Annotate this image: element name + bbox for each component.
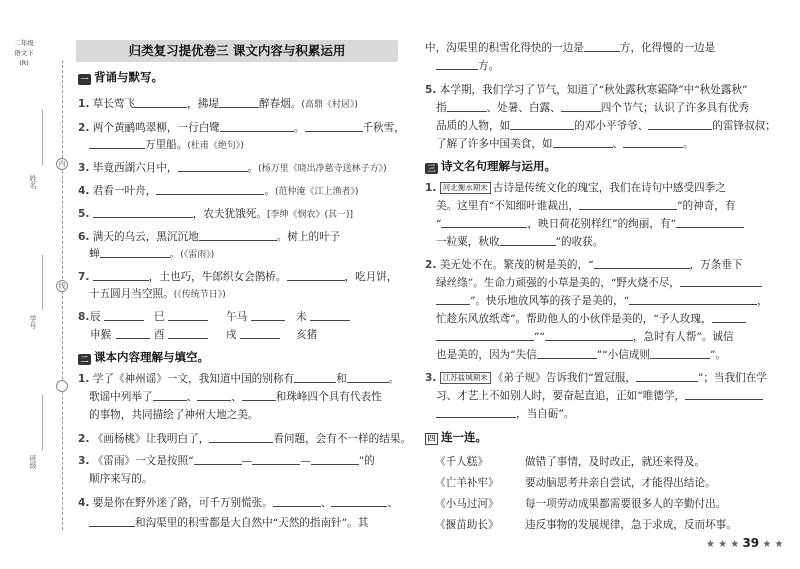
- answer-blank[interactable]: [242, 390, 276, 401]
- question-number: 3.: [78, 162, 90, 174]
- source-note: (《雷雨》): [180, 250, 215, 260]
- text: 《雷雨》一文是按照“: [92, 455, 194, 467]
- answer-blank[interactable]: [676, 217, 744, 228]
- text: 看问题，会有不一样的结果。: [273, 433, 412, 445]
- text: 也是美的，因为“失信: [436, 349, 537, 361]
- question-line: [78, 121, 405, 135]
- question-line: [436, 276, 762, 290]
- text: ，万条垂下: [689, 259, 743, 271]
- question-line: [89, 247, 214, 262]
- answer-blank[interactable]: [510, 119, 574, 130]
- question-line: [436, 137, 694, 151]
- text: ”。快乐地放风筝的孩子是美的，“: [470, 295, 630, 307]
- binding-hole: [56, 380, 68, 392]
- text: 四个节气；认识了许多具有优秀: [600, 102, 750, 114]
- answer-blank[interactable]: [347, 372, 389, 383]
- answer-blank[interactable]: [680, 276, 762, 287]
- answer-blank[interactable]: [436, 330, 534, 341]
- id-label: 学号: [29, 315, 37, 329]
- text: 古诗是传统文化的瑰宝，我们在诗句中感受四季之: [492, 182, 726, 194]
- question-line: [436, 59, 499, 73]
- question-number: 1.: [78, 98, 90, 110]
- question-number: 1.: [78, 373, 90, 385]
- section-title: 背诵与默写。: [94, 70, 163, 84]
- text: 满天的乌云，黑沉沉地: [92, 231, 199, 243]
- answer-blank[interactable]: [156, 184, 264, 195]
- page-number: [706, 536, 783, 550]
- question-line: [78, 432, 411, 446]
- source-note: [李绅《悯农》(其一)]: [266, 210, 353, 220]
- text: 和珠峰四个具有代表性: [275, 391, 382, 403]
- question-number: 4.: [78, 497, 90, 509]
- answer-blank[interactable]: [89, 516, 135, 527]
- question-number: 2.: [78, 433, 90, 445]
- answer-blank[interactable]: [436, 407, 516, 418]
- question-line: [436, 407, 574, 421]
- answer-blank[interactable]: [553, 137, 613, 148]
- section-heading: [78, 350, 209, 365]
- text: 学了《神州谣》一文，我知道中国的别称有: [92, 373, 295, 385]
- answer-blank[interactable]: [537, 348, 597, 359]
- text: 毕竟西湖六月中，: [92, 162, 178, 174]
- question-line: [425, 371, 767, 385]
- text: 蝉: [89, 248, 100, 260]
- text: ，农夫犹饿死。: [192, 208, 267, 220]
- text: ”的神奇，有: [677, 200, 736, 212]
- grade-box: [4, 38, 44, 68]
- text: 绿丝绦”。生命力顽强的小草是美的，“野火烧不尽，: [436, 277, 680, 289]
- question-line: [78, 496, 398, 510]
- question-line: [436, 389, 763, 403]
- question-line: [89, 408, 259, 422]
- question-line: [425, 181, 726, 195]
- section-heading: [425, 430, 487, 445]
- answer-blank[interactable]: [500, 235, 556, 246]
- text: 习、才艺上不如别人时，要奋起直追，正如“唯德学，: [436, 390, 686, 402]
- source-note: (杜甫《绝句》): [187, 141, 244, 151]
- answer-blank[interactable]: [178, 161, 248, 172]
- name-line: [42, 110, 43, 165]
- text: 君看一叶舟，: [92, 185, 157, 197]
- text: 、处暑、白露、: [486, 102, 561, 114]
- question-line: [78, 454, 375, 468]
- match-left-item[interactable]: 《千人糕》: [435, 456, 488, 468]
- text: 草长莺飞: [92, 98, 136, 110]
- answer-blank[interactable]: [636, 371, 698, 382]
- text: 和沟渠里的积雪都是大自然中“天然的指南针”。其: [135, 517, 369, 529]
- text: 、: [231, 391, 242, 403]
- question-line: [89, 138, 244, 153]
- question-line: [436, 294, 768, 308]
- answer-blank[interactable]: [623, 137, 683, 148]
- text: 。: [247, 162, 259, 174]
- answer-blank[interactable]: [220, 121, 294, 132]
- text: 要是你在野外迷了路，可千万别慌张。: [92, 497, 273, 509]
- text: 十五圆月当空照。: [89, 288, 174, 300]
- question-number: 1.: [425, 182, 437, 194]
- answer-blank[interactable]: [252, 454, 300, 465]
- source-note: (《传统节日》): [173, 290, 226, 300]
- zodiac-cell: 酉: [154, 329, 165, 341]
- text: ”的收获。: [555, 236, 604, 248]
- question-line: [436, 101, 749, 115]
- page-number-value: 39: [742, 536, 760, 550]
- grade-line: (R): [19, 59, 29, 67]
- text: 。树上的叶子: [276, 231, 341, 243]
- text: 的事物，共同描绘了神州大地之美。: [89, 409, 259, 421]
- text: 美。这里有“不知细叶谁裁出，: [436, 200, 580, 212]
- text: 的邓小平爷爷、: [574, 120, 649, 132]
- question-line: [436, 199, 736, 213]
- binding-hole: 内: [56, 158, 68, 170]
- question-line: [78, 97, 358, 112]
- question-number: 7.: [78, 271, 90, 283]
- source-tag: 江苏盐城期末: [440, 372, 491, 384]
- match-left-item[interactable]: 《小马过河》: [435, 498, 499, 510]
- zodiac-cell: 戌: [226, 329, 237, 341]
- binding-margin: [0, 0, 74, 569]
- binding-hole: 线: [56, 280, 68, 292]
- text: —: [300, 455, 311, 467]
- answer-blank[interactable]: [685, 389, 763, 400]
- question-line: [436, 330, 734, 344]
- question-number: 6.: [78, 231, 90, 243]
- text: 中，沟渠里的积雪化得快的一边是: [425, 42, 584, 54]
- answer-blank[interactable]: [219, 97, 259, 108]
- answer-blank[interactable]: [93, 270, 149, 281]
- section-marker: 四: [425, 433, 438, 445]
- answer-blank[interactable]: [116, 328, 150, 339]
- question-line: [436, 235, 603, 249]
- question-number: 3.: [425, 372, 437, 384]
- question-line: [436, 348, 726, 362]
- question-line: [78, 184, 358, 199]
- question-number: 5.: [425, 84, 437, 96]
- zodiac-cell: 辰: [90, 311, 101, 323]
- text: ，: [757, 295, 768, 307]
- answer-blank[interactable]: [579, 199, 677, 210]
- answer-blank[interactable]: [294, 372, 336, 383]
- text: 指: [436, 102, 447, 114]
- answer-blank[interactable]: [436, 59, 478, 70]
- name-label: 姓名: [29, 175, 37, 189]
- question-line: [78, 161, 387, 176]
- question-line: [89, 472, 153, 486]
- text: ，吃月饼，: [344, 271, 398, 283]
- match-right-item[interactable]: 每一项劳动成果都需要很多人的辛勤付出。: [525, 498, 727, 510]
- source-note: (杨万里《晓出净慈寺送林子方》): [258, 164, 387, 174]
- text: ”“小信成则: [596, 349, 650, 361]
- question-line: [436, 119, 776, 133]
- answer-blank[interactable]: [168, 310, 208, 321]
- text: 品质的人物，如: [436, 120, 511, 132]
- section-title: 课本内容理解与填空。: [94, 350, 209, 364]
- zodiac-cell: 未: [296, 311, 307, 323]
- answer-blank[interactable]: [447, 101, 487, 112]
- answer-blank[interactable]: [436, 294, 470, 305]
- match-left-item[interactable]: 《揠苗助长》: [435, 519, 499, 531]
- answer-blank[interactable]: [305, 121, 363, 132]
- text: ”的: [358, 455, 375, 467]
- text: 本学期，我们学习了节气，知道了“秋处露秋寒霜降”中“秋处露秋”: [439, 84, 748, 96]
- answer-blank[interactable]: [331, 496, 387, 507]
- question-line: [89, 287, 226, 302]
- answer-blank[interactable]: [311, 454, 359, 465]
- answer-blank[interactable]: [629, 294, 757, 305]
- text: 。: [293, 122, 305, 134]
- text: 。: [388, 373, 400, 385]
- question-line: [425, 83, 747, 97]
- class-label: 班级: [29, 455, 37, 469]
- text: 《画杨桃》让我明白了，: [92, 433, 210, 445]
- question-line: [78, 230, 340, 244]
- answer-blank[interactable]: [209, 432, 273, 443]
- text: ，映日荷花别样红”的绚丽，有“: [527, 218, 676, 230]
- match-right-item[interactable]: 做错了事情，及时改正，就还来得及。: [525, 456, 706, 468]
- text: 。: [169, 248, 181, 260]
- question-line: [89, 390, 382, 404]
- answer-blank[interactable]: [310, 310, 350, 321]
- answer-blank[interactable]: [104, 310, 144, 321]
- answer-blank[interactable]: [168, 328, 208, 339]
- title-bar: [76, 40, 398, 62]
- section-marker: 一: [78, 74, 91, 85]
- text: 醉春烟。: [258, 98, 302, 110]
- page-title: 归类复习提优卷三 课文内容与积累运用: [128, 43, 346, 58]
- text: ”。: [709, 349, 726, 361]
- zodiac-cell: 午马: [226, 311, 248, 323]
- text: 。: [683, 138, 694, 150]
- text: 、: [186, 391, 198, 403]
- zodiac-cell: 申猴: [90, 329, 112, 341]
- text: 顺序来写的。: [89, 473, 153, 485]
- zodiac-cell: 巳: [154, 311, 165, 323]
- text: 和: [336, 373, 347, 385]
- question-number: 5.: [78, 208, 90, 220]
- match-left-item[interactable]: 《亡羊补牢》: [435, 477, 499, 489]
- match-right-item[interactable]: 要动脑思考并亲自尝试，才能得出结论。: [525, 477, 716, 489]
- text: 、: [320, 497, 332, 509]
- id-line: [42, 255, 43, 310]
- text: 《弟子规》告诉我们“置冠服，: [492, 372, 636, 384]
- answer-blank[interactable]: [199, 230, 277, 241]
- text: 两个黄鹂鸣翠柳，一行白鹭: [92, 122, 220, 134]
- question-line: [436, 312, 746, 326]
- cut-line: [62, 60, 63, 530]
- answer-blank[interactable]: [100, 247, 170, 258]
- text: “: [436, 218, 442, 230]
- text: ，土也巧，牛郎织女会鹊桥。: [148, 271, 287, 283]
- answer-blank[interactable]: [153, 390, 187, 401]
- text: 一粒粟，秋收: [436, 236, 500, 248]
- answer-blank[interactable]: [648, 119, 712, 130]
- text: 的雷锋叔叔；: [712, 120, 776, 132]
- text: 、: [612, 138, 624, 150]
- answer-blank[interactable]: [561, 101, 601, 112]
- text: 千秋雪，: [362, 122, 405, 134]
- zodiac-cell: 亥猪: [296, 329, 318, 341]
- answer-blank[interactable]: [594, 258, 690, 269]
- text: 方。: [478, 60, 500, 72]
- star-decoration: ★ ★ ★: [706, 539, 740, 550]
- star-decoration: ★ ★: [762, 539, 784, 550]
- answer-blank[interactable]: [197, 390, 231, 401]
- grade-line: 二年级: [14, 39, 34, 47]
- section-marker: 二: [78, 354, 91, 365]
- answer-blank[interactable]: [545, 330, 633, 341]
- section-marker: 三: [425, 163, 438, 174]
- text: 忙趁东风放纸鸢”。帮助他人的小伙伴是美的，“予人玫瑰，: [436, 313, 712, 325]
- question-number: 4.: [78, 185, 90, 197]
- text: ，急时有人帮”。诚信: [632, 331, 734, 343]
- question-number: 8.: [78, 311, 90, 323]
- section-title: 诗文名句理解与运用。: [441, 159, 556, 173]
- text: 了解了许多中国美食，如: [436, 138, 553, 150]
- answer-blank[interactable]: [287, 270, 345, 281]
- grade-line: 语文下: [14, 49, 34, 57]
- section-heading: [78, 70, 163, 85]
- text: 、: [387, 497, 399, 509]
- answer-blank[interactable]: [93, 207, 193, 218]
- text: 歌谣中列举了: [89, 391, 153, 403]
- text: 万里船。: [145, 139, 188, 151]
- text: ，拂堤: [187, 98, 219, 110]
- text: ”；当我们在学: [697, 372, 767, 384]
- question-number: 3.: [78, 455, 90, 467]
- answer-blank[interactable]: [194, 454, 242, 465]
- section-heading: [425, 159, 556, 174]
- question-line: [425, 41, 715, 55]
- text: ，当自砺”。: [516, 408, 575, 420]
- answer-blank[interactable]: [273, 496, 321, 507]
- answer-blank[interactable]: [135, 97, 187, 108]
- question-line: [89, 516, 368, 530]
- answer-blank[interactable]: [251, 310, 285, 321]
- match-right-item[interactable]: 违反事物的发展规律，急于求成，反而坏事。: [525, 519, 737, 531]
- text: —: [241, 455, 253, 467]
- text: ”“: [534, 331, 545, 343]
- answer-blank[interactable]: [584, 41, 620, 52]
- question-number: 2.: [425, 259, 437, 271]
- answer-blank[interactable]: [441, 217, 527, 228]
- text: 美无处不在。繁茂的树是美的，“: [439, 259, 594, 271]
- question-number: 2.: [78, 122, 90, 134]
- question-line: [78, 207, 353, 222]
- source-note: (范仲淹《江上渔者》): [274, 187, 359, 197]
- class-line: [42, 395, 43, 450]
- source-note: (高鼎《村居》): [301, 100, 358, 110]
- answer-blank[interactable]: [240, 328, 280, 339]
- question-line: [425, 258, 742, 272]
- source-tag: 河北衡水期末: [440, 182, 491, 194]
- question-line: [78, 270, 397, 284]
- answer-blank[interactable]: [89, 138, 145, 149]
- text: 方，化得慢的一边是: [619, 42, 716, 54]
- section-title: 连一连。: [441, 430, 487, 444]
- answer-blank[interactable]: [650, 348, 710, 359]
- text: 。: [264, 185, 275, 197]
- question-line: [78, 372, 399, 386]
- answer-blank[interactable]: [712, 312, 746, 323]
- question-line: [436, 217, 744, 231]
- zodiac-row: [78, 310, 307, 324]
